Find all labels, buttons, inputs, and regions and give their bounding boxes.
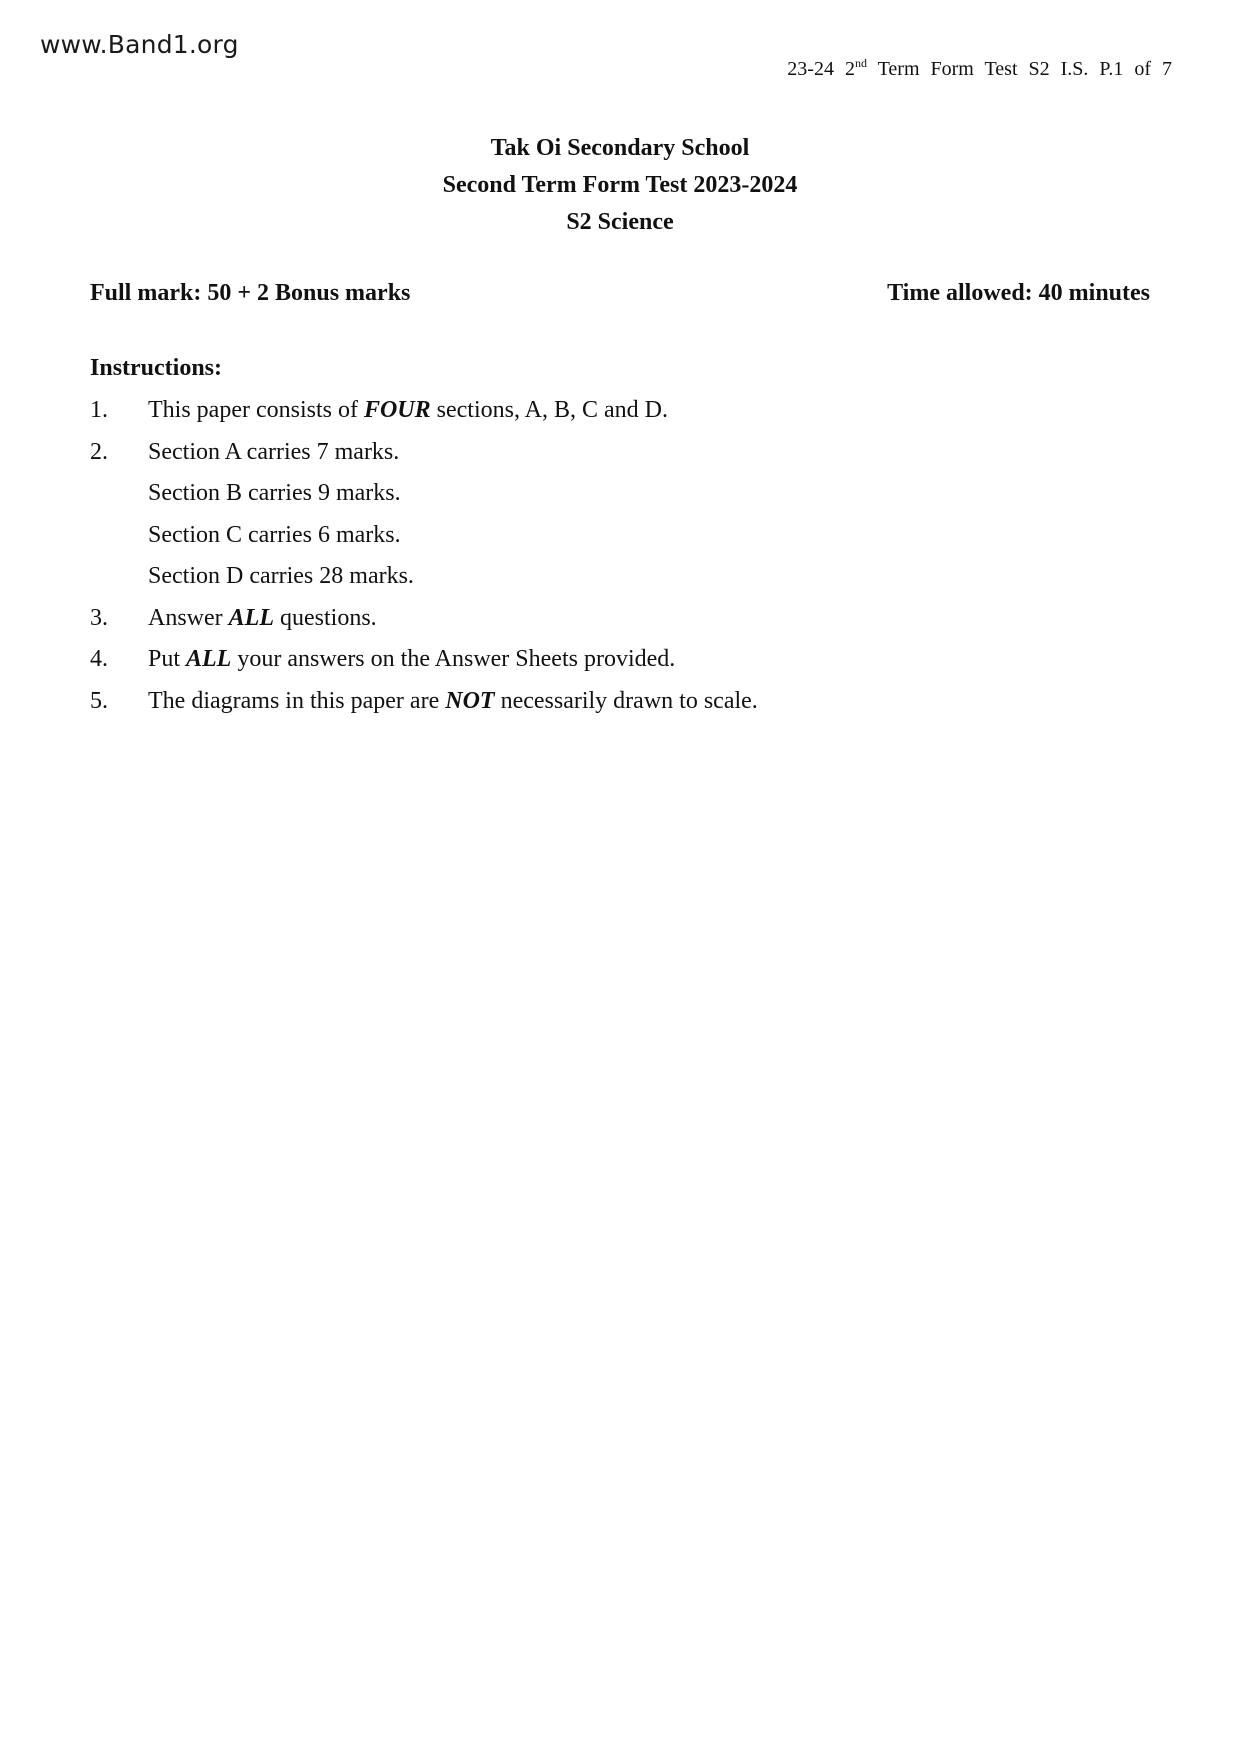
page-header [787, 58, 1172, 81]
header-term-suffix: nd [854, 56, 867, 70]
instruction-text: This paper consists of FOUR sections, A, B, C and D. [148, 397, 668, 423]
emphasis: NOT [445, 687, 495, 714]
header-year: 23-24 [787, 58, 834, 80]
instruction-number: 1. [90, 397, 108, 423]
instructions-heading: Instructions: [90, 355, 223, 381]
instruction-text: Section C carries 6 marks. [148, 521, 401, 548]
title-block [0, 130, 1240, 241]
instruction-text: Put ALL your answers on the Answer Sheets provided. [148, 646, 676, 672]
header-term-number: 2nd [844, 56, 867, 80]
instruction-number: 3. [90, 604, 108, 631]
instruction-text: Section D carries 28 marks. [148, 563, 414, 589]
emphasis: ALL [186, 646, 232, 672]
header-rest: Term Form Test S2 I.S. P.1 of 7 [877, 58, 1172, 80]
instruction-item [90, 646, 1090, 688]
instruction-text: Section A carries 7 marks. [148, 438, 400, 465]
instruction-number: 2. [90, 438, 108, 465]
instruction-subline [90, 522, 1090, 564]
instruction-number: 4. [90, 646, 108, 672]
instruction-item [90, 688, 1090, 730]
emphasis: FOUR [363, 397, 431, 423]
instruction-list [90, 397, 1090, 729]
time-allowed: Time allowed: 40 minutes [887, 280, 1150, 306]
instruction-subline [90, 480, 1090, 522]
instruction-subline [90, 563, 1090, 605]
full-mark: Full mark: 50 + 2 Bonus marks [90, 280, 411, 306]
instruction-item [90, 605, 1090, 647]
instruction-number: 5. [90, 687, 108, 714]
watermark-url: www.Band1.org [40, 30, 239, 59]
exam-title: Second Term Form Test 2023-2024 [442, 172, 798, 198]
instruction-text: Answer ALL questions. [148, 604, 377, 631]
school-name: Tak Oi Secondary School [490, 135, 750, 161]
instruction-item [90, 439, 1090, 481]
instruction-item [90, 397, 1090, 439]
subject-title: S2 Science [566, 209, 674, 235]
instruction-text: Section B carries 9 marks. [148, 480, 401, 506]
marks-row [90, 280, 1150, 307]
instruction-text: The diagrams in this paper are NOT necessarily drawn to scale. [148, 687, 758, 714]
emphasis: ALL [228, 604, 274, 631]
